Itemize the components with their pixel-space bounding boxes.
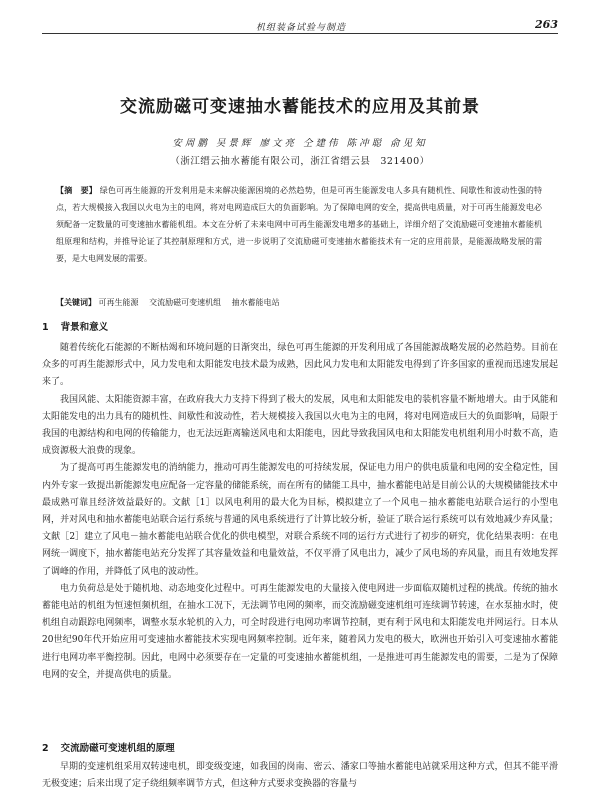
section-title: 背景和意义 xyxy=(60,322,109,333)
section-heading xyxy=(42,740,175,754)
author-name: 吴景辉 xyxy=(215,138,254,149)
affiliation: （浙江缙云抽水蓄能有限公司，浙江省缙云县 321400） xyxy=(170,156,430,167)
author-name: 仝建伟 xyxy=(303,138,341,149)
section-number: 2 xyxy=(42,743,49,754)
section-body xyxy=(42,759,558,793)
section-heading xyxy=(42,319,108,333)
author-name: 俞见知 xyxy=(390,138,428,149)
abstract-text: 绿色可再生能源的开发利用是未来解决能源困境的必然趋势，但是可再生能源发电人多具有随机性、间歇性和波动性强的特点，若大规模接入我国以火电为主的电网，将对电网造成巨大的负面影响。为了保障电网的安全，提高供电质量，对于可再生能源发电必须配备一定数量的可变速抽水蓄能机组。本文在分析了未来电网中可再生能源发电增多的基础上，详细介绍了交流励磁可变速抽水蓄能机组原理和结构，并推导论证了其控制原理和方式，进一步说明了交流励磁可变速抽水蓄能技术有一定的应用前景，是能源战略发展的需要，是大电网发展的需要。 xyxy=(56,186,543,263)
keyword: 可再生能源 xyxy=(98,298,139,307)
body-paragraph: 为了提高可再生能源发电的消纳能力，推动可再生能源发电的可持续发展，保证电力用户的供电质量和电网的安全稳定性，国内外专家一致提出新能源发电应配备一定容量的储能系统，而在所有的储能工具中，抽水蓄能电站是目前公认的大规模储能技术中最成熟可靠且经济效益最好的。文献［1］以风电利用的最大化为目标，模拟建立了一个风电－抽水蓄能电站联合运行的小型电网，并对风电和抽水蓄能电站联合运行系统与普通的风电系统进行了计算比较分析，验证了联合运行系统可以有效地减少弃风量；文献［2］建立了风电－抽水蓄能电站联合优化的供电模型，对联合系统不同的运行方式进行了初步的研究，优化结果表明：在电网统一调度下，抽水蓄能电站充分发挥了其容量效益和电量效益，不仅平滑了风电出力，减少了风电场的弃风量，而且有效地发挥了调峰的作用，并降低了风电的波动性。 xyxy=(42,463,558,577)
section-number: 1 xyxy=(42,322,49,333)
paper-title: 交流励磁可变速抽水蓄能技术的应用及其前景 xyxy=(120,97,480,117)
keywords xyxy=(56,296,542,309)
journal-name: 机组装备试验与制造 xyxy=(256,23,347,33)
author-list xyxy=(0,135,600,149)
page-number: 263 xyxy=(535,18,558,31)
keyword: 交流励磁可变速机组 xyxy=(149,298,222,307)
running-header xyxy=(42,18,558,34)
keywords-label: 【关键词】 xyxy=(56,297,96,307)
author-name: 廖文亮 xyxy=(259,138,297,149)
keyword: 抽水蓄能电站 xyxy=(231,298,280,307)
body-paragraph: 随着传统化石能源的不断枯竭和环境问题的日渐突出，绿色可再生能源的开发利用成了各国能源战略发展的必然趋势。目前在众多的可再生能源形式中，风力发电和太阳能发电技术最为成熟，因此风力发电和太阳能发电得到了许多国家的重视而迅速发展起来了。 xyxy=(42,343,558,388)
author-name: 安周鹏 xyxy=(172,138,210,149)
body-paragraph: 电力负荷总是处于随机地、动态地变化过程中。可再生能源发电的大量接入使电网进一步面临双随机过程的挑战。传统的抽水蓄能电站的机组为恒速恒频机组，在抽水工况下，无法调节电网的频率，而交流励磁变速机组可连续调节转速，在水泵抽水时，使机组自动跟踪电网频率，调整水泵水轮机的入力，可全时段进行电网功率调节控制，更有利于风电和太阳能发电并网运行。日本从20世纪90年代开始应用可变速抽水蓄能技术实现电网频率控制。近年来，随着风力发电的极大，欧洲也开始引入可变速抽水蓄能进行电网功率平衡控制。因此，电网中必须要存在一定量的可变速抽水蓄能机组，一是推进可再生能源发电的需要，二是为了保障电网的安全，并提高供电的质量。 xyxy=(42,583,558,680)
abstract xyxy=(56,182,542,267)
body-paragraph: 我国风能、太阳能资源丰富，在政府我大力支持下得到了极大的发展，风电和太阳能发电的装机容量不断地增大。由于风能和太阳能发电的出力具有的随机性、间歇性和波动性，若大规模接入我国以火电为主的电网，将对电网造成巨大的负面影响，局限于我国的电源结构和电网的传输能力，也无法远距离输送风电和太阳能电，因此导致我国风电和太阳能发电机组利用小时数不高，造成资源极大浪费的现象。 xyxy=(42,394,558,457)
section-title: 交流励磁可变速机组的原理 xyxy=(60,743,175,754)
abstract-label: 【摘 要】 xyxy=(56,185,97,195)
body-paragraph: 早期的变速机组采用双转速电机，即变级变速，如我国的岗南、密云、潘家口等抽水蓄能电站就采用这种方式，但其不能平滑无极变速；后来出现了定子绕组频率调节方式，但这种方式要求变换器的容量与 xyxy=(42,762,558,790)
section-body xyxy=(42,340,558,684)
author-name: 陈冲聪 xyxy=(346,138,385,149)
